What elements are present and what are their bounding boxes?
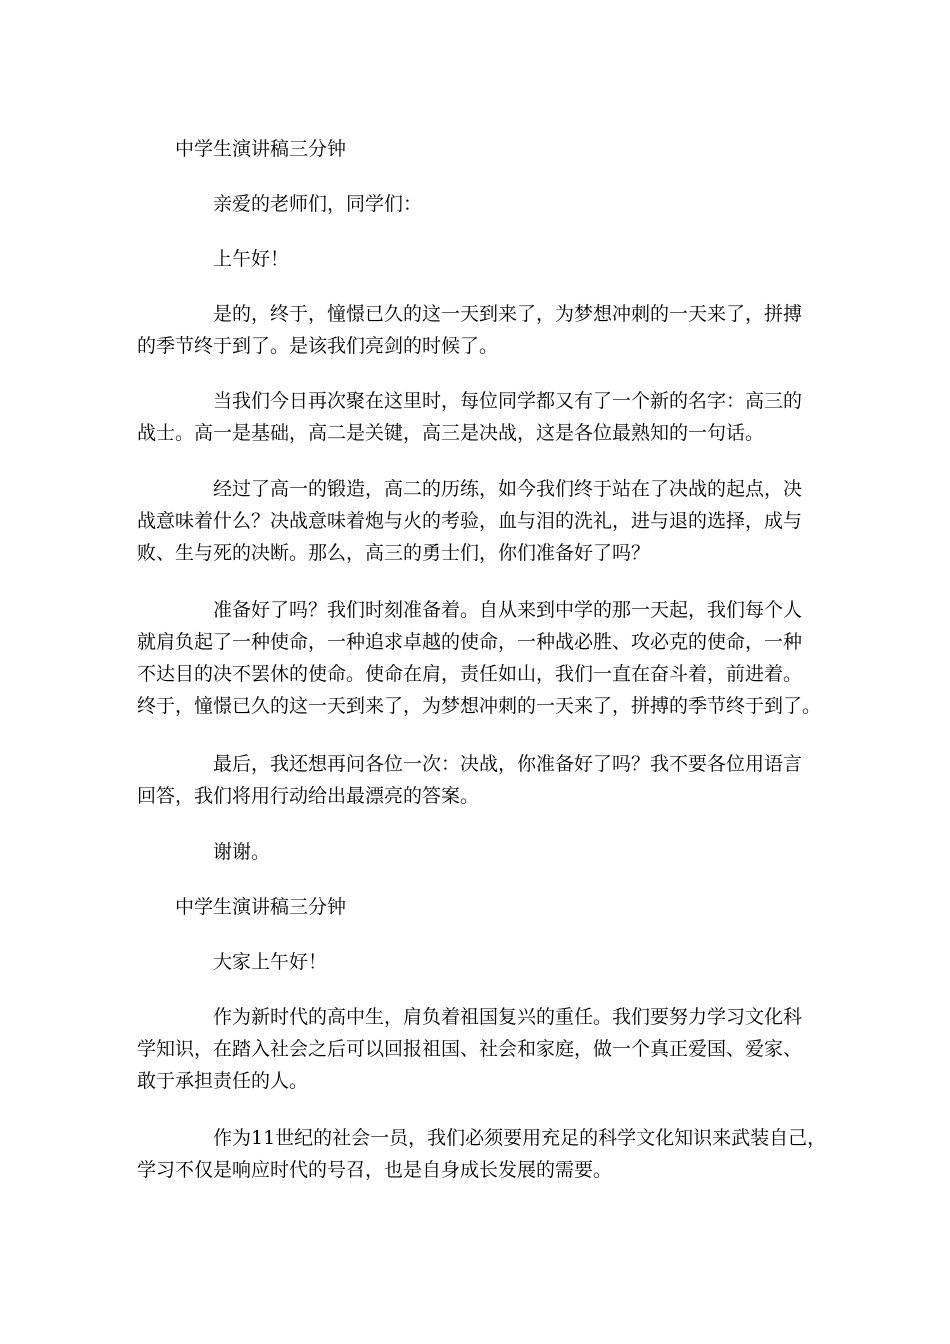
paragraph-line: 经过了高一的锻造，高二的历练，如今我们终于站在了决战的起点，决 bbox=[213, 478, 803, 500]
paragraph-line: 作为新时代的高中生，肩负着祖国复兴的重任。我们要努力学习文化科 bbox=[213, 1006, 803, 1028]
paragraph-line: 敢于承担责任的人。 bbox=[137, 1070, 309, 1092]
paragraph-line: 是的，终于，憧憬已久的这一天到来了，为梦想冲刺的一天来了，拼搏 bbox=[213, 303, 803, 325]
paragraph-line: 上午好！ bbox=[213, 248, 290, 270]
paragraph-salutation bbox=[0, 188, 950, 220]
paragraph-line: 学习不仅是响应时代的号召，也是自身成长发展的需要。 bbox=[137, 1159, 613, 1181]
title-line: 中学生演讲稿三分钟 bbox=[175, 896, 347, 918]
paragraph-7 bbox=[0, 1122, 950, 1186]
paragraph-line: 回答，我们将用行动给出最漂亮的答案。 bbox=[137, 785, 480, 807]
paragraph-line: 当我们今日再次聚在这里时，每位同学都又有了一个新的名字：高三的 bbox=[213, 390, 803, 412]
title-line: 中学生演讲稿三分钟 bbox=[175, 138, 347, 160]
paragraph-line: 败、生与死的决断。那么，高三的勇士们，你们准备好了吗？ bbox=[137, 542, 651, 564]
paragraph-greeting bbox=[0, 243, 950, 275]
paragraph-3 bbox=[0, 473, 950, 569]
paragraph-line: 战意味着什么？决战意味着炮与火的考验，血与泪的洗礼，进与退的选择，成与 bbox=[137, 510, 803, 532]
paragraph-line: 战士。高一是基础，高二是关键，高三是决战，这是各位最熟知的一句话。 bbox=[137, 422, 765, 444]
paragraph-line: 学知识，在踏入社会之后可以回报祖国、社会和家庭，做一个真正爱国、爱家、 bbox=[137, 1038, 803, 1060]
paragraph-6 bbox=[0, 1001, 950, 1097]
paragraph-line: 最后，我还想再问各位一次：决战，你准备好了吗？我不要各位用语言 bbox=[213, 753, 803, 775]
paragraph-line: 的季节终于到了。是该我们亮剑的时候了。 bbox=[137, 335, 499, 357]
paragraph-line: 不达目的决不罢休的使命。使命在肩，责任如山，我们一直在奋斗着，前进着。 bbox=[137, 663, 803, 685]
paragraph-line: 准备好了吗？我们时刻准备着。自从来到中学的那一天起，我们每个人 bbox=[213, 599, 803, 621]
paragraph-5 bbox=[0, 748, 950, 812]
paragraph-line: 终于，憧憬已久的这一天到来了，为梦想冲刺的一天来了，拼搏的季节终于到了。 bbox=[137, 695, 822, 717]
paragraph-line: 作为11世纪的社会一员，我们必须要用充足的科学文化知识来武装自己， bbox=[213, 1127, 827, 1149]
paragraph-line: 亲爱的老师们，同学们： bbox=[213, 193, 423, 215]
section-title bbox=[0, 891, 950, 923]
paragraph-4 bbox=[0, 594, 950, 722]
paragraph-1 bbox=[0, 298, 950, 362]
paragraph-line: 大家上午好！ bbox=[213, 951, 328, 973]
paragraph-line: 就肩负起了一种使命，一种追求卓越的使命，一种战必胜、攻必克的使命，一种 bbox=[137, 631, 803, 653]
paragraph-2 bbox=[0, 385, 950, 449]
page-title bbox=[0, 133, 950, 165]
paragraph-greeting-2 bbox=[0, 946, 950, 978]
paragraph-line: 谢谢。 bbox=[213, 841, 271, 863]
paragraph-thanks bbox=[0, 836, 950, 868]
